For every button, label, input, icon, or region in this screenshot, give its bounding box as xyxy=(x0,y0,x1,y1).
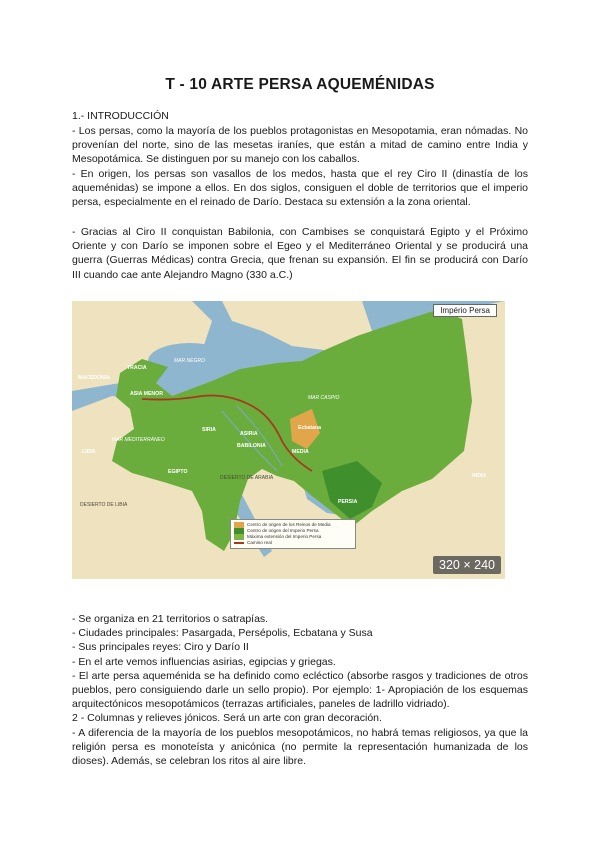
map-label: DESIERTO DE ARABIA xyxy=(220,475,274,481)
map-label: INDIA xyxy=(472,473,487,479)
legend-text: Camino real xyxy=(247,540,272,545)
map-label: MAR MEDITERRÁNEO xyxy=(112,437,165,443)
map-legend xyxy=(230,519,356,549)
persian-empire-map xyxy=(72,301,505,579)
list-item: - Sus principales reyes: Ciro y Darío II xyxy=(72,641,249,654)
map-label: DESIERTO DE LIBIA xyxy=(80,502,128,508)
map-label: MAR NEGRO xyxy=(174,358,205,364)
section-heading: 1.- INTRODUCCIÓN xyxy=(72,110,169,122)
bullet-list xyxy=(72,612,528,768)
map-label: MACEDONIA xyxy=(78,375,110,381)
map-title: Império Persa xyxy=(433,304,497,317)
map-label: EGIPTO xyxy=(168,469,188,475)
list-item: - En el arte vemos influencias asirias, egipcias y griegas. xyxy=(72,655,336,668)
paragraph: - Los persas, como la mayoría de los pueblos protagonistas en Mesopotamia, eran nómadas. No provenían del norte, sino de las mesetas iraníes, que están a mitad de camino entre India y Mesopotámica. Se distinguen por su manejo con los caballos. xyxy=(72,125,528,166)
legend-text: Máxima extensión del Imperio Persa xyxy=(247,534,322,539)
document-title: T - 10 ARTE PERSA AQUEMÉNIDAS xyxy=(165,76,435,93)
list-item: - El arte persa aqueménida se ha definido como ecléctico (absorbe rasgos y tradiciones de otros pueblos, pero consiguiendo darle un sello propio). Por ejemplo: 1- Apropiación de los esquemas arquitectónicos mesopotámicos (terrazas artificiales, paneles de ladrillo vidriado). xyxy=(72,669,528,711)
list-item: - Se organiza en 21 territorios o satrapías. xyxy=(72,613,269,625)
paragraph: - Gracias al Ciro II conquistan Babilonia, con Cambises se conquistará Egipto y el Próximo Oriente y con Darío se imponen sobre el Egeo y el Mediterráneo Oriental y se producirá una guerra (Guerras Médicas) contra Grecia, que frenan su expansión. El fin se producirá con Darío III cuando cae ante Alejandro Magno (330 a.C.) xyxy=(72,226,528,281)
map-label: MEDIA xyxy=(292,449,309,455)
legend-swatch xyxy=(234,534,244,540)
map-label: LIDIA xyxy=(82,449,96,455)
map-label: PERSIA xyxy=(338,499,358,505)
paragraph: - En origen, los persas son vasallos de los medos, hasta que el rey Ciro II (dinastía de los aqueménidas) se impone a ellos. En dos siglos, consiguen el doble de territorios que el imperio persa, especialmente en el reinado de Darío. Destaca su extensión a la zona oriental. xyxy=(72,168,528,209)
list-item: - Ciudades principales: Pasargada, Persépolis, Ecbatana y Susa xyxy=(72,627,373,640)
legend-item xyxy=(234,540,352,546)
map-label: Ecbatana xyxy=(298,425,322,431)
map-label: ASIA MENOR xyxy=(130,391,163,397)
image-size-badge: 320 × 240 xyxy=(433,556,501,574)
legend-text: Centro de origen del Imperio Persa xyxy=(247,528,319,533)
legend-swatch xyxy=(234,542,244,544)
map-label: TRACIA xyxy=(127,365,147,371)
list-item: 2 - Columnas y relieves jónicos. Será un arte con gran decoración. xyxy=(72,712,382,725)
map-label: MAR CASPIO xyxy=(308,395,340,401)
map-label: ASIRIA xyxy=(240,431,258,437)
list-item: - A diferencia de la mayoría de los pueblos mesopotámicos, no habrá temas religiosos, ya que la religión persa es monoteísta y anicónica (no permite la representación humanizada de los dioses). Además, se celebran los ritos al aire libre. xyxy=(72,726,528,768)
map-label: BABILONIA xyxy=(237,443,266,449)
legend-text: Centro de origen de los Reinos de Media xyxy=(247,522,331,527)
map-label: SIRIA xyxy=(202,427,216,433)
